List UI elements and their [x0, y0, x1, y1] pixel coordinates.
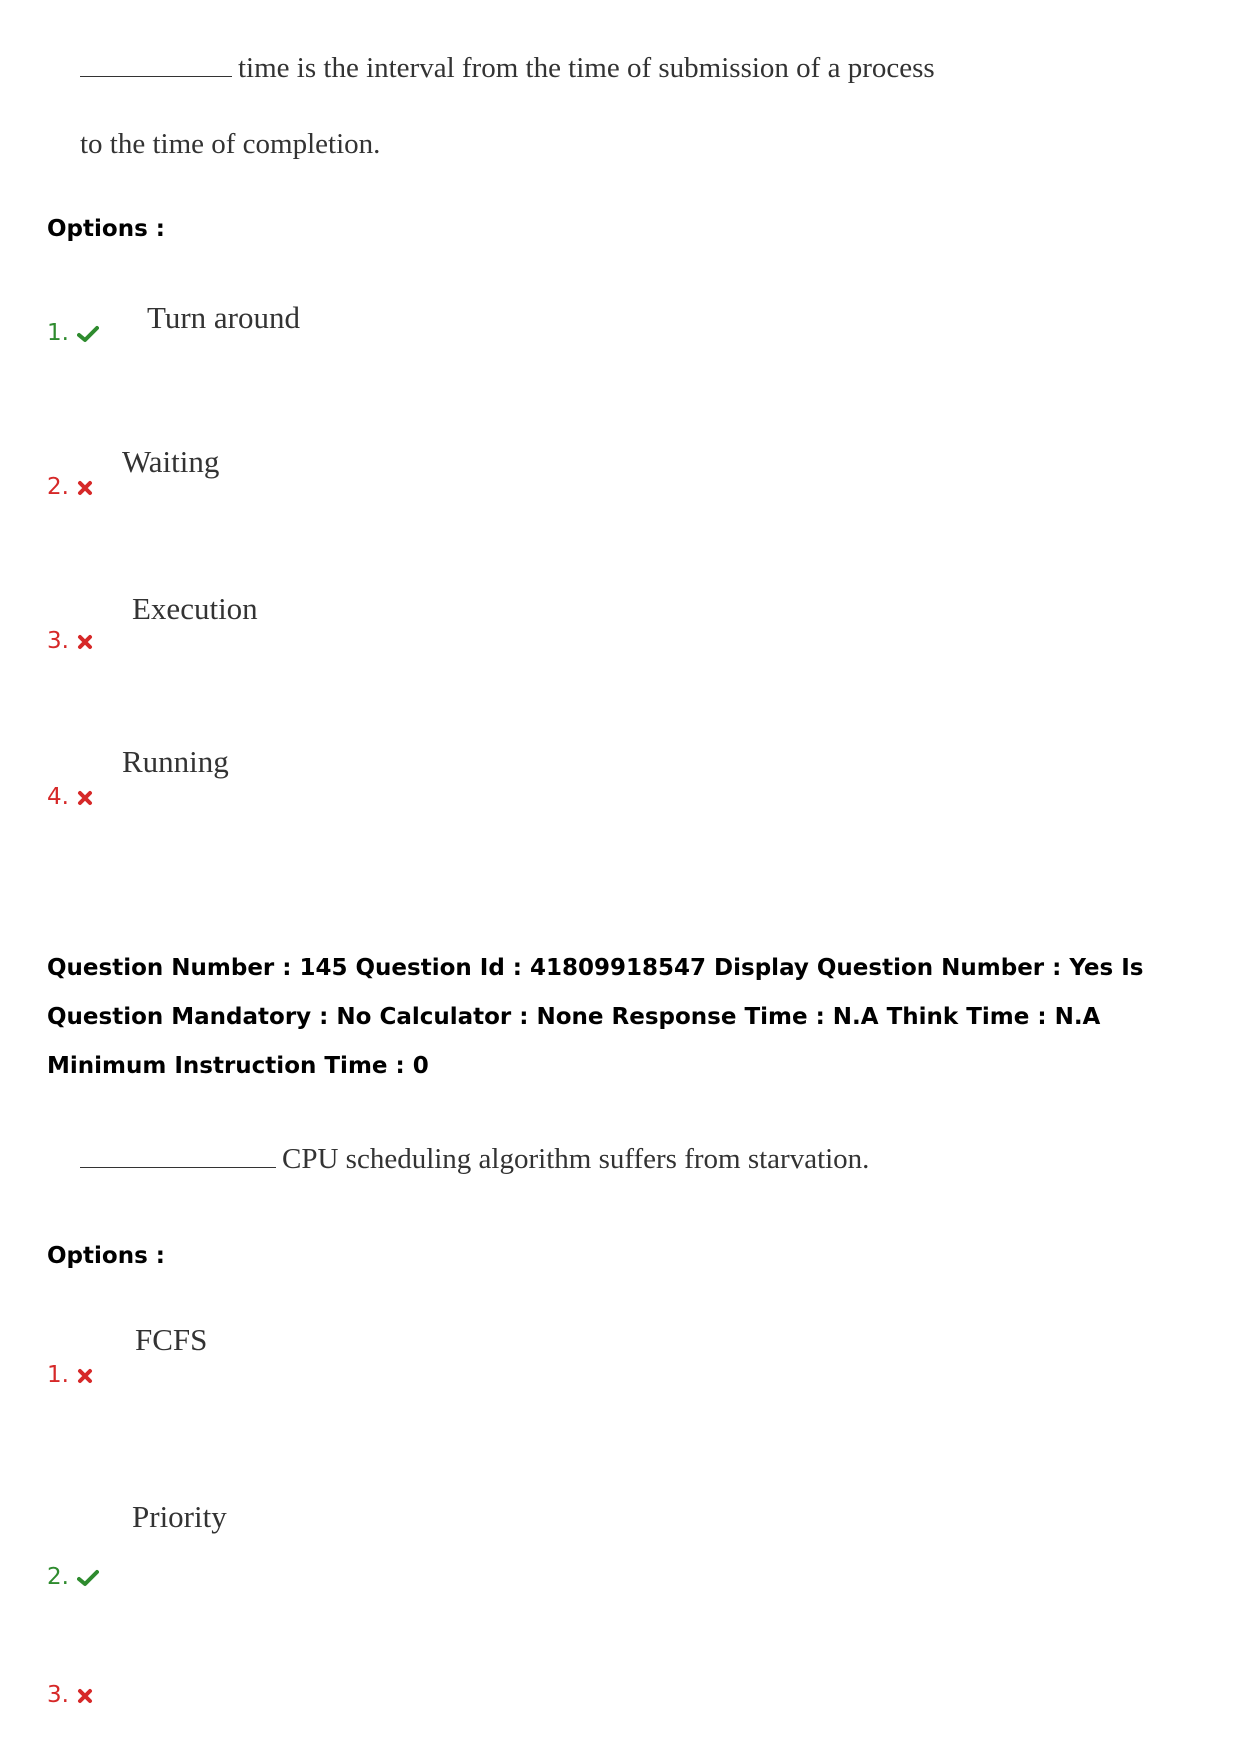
cross-icon	[77, 1368, 93, 1389]
answer-blank	[80, 1167, 276, 1168]
option-number: 2.	[47, 1564, 69, 1590]
option-text: Running	[122, 744, 229, 779]
option-number: 3.	[47, 1682, 69, 1708]
option-number-row	[47, 320, 99, 348]
option-text: Waiting	[122, 444, 220, 479]
option-number-row	[47, 1564, 99, 1592]
check-icon	[77, 1569, 99, 1592]
check-icon	[77, 325, 99, 348]
answer-blank	[80, 76, 232, 77]
option-number-row	[47, 1682, 93, 1709]
question-1-text: time is the interval from the time of submission of a process	[238, 52, 935, 84]
cross-icon	[77, 480, 93, 501]
question-meta: Question Number : 145 Question Id : 41809918547 Display Question Number : Yes Is Question Mandatory : No Calculator : None Response Time : N.A Think Time : N.A Minimum Instruction Time : 0	[47, 955, 1144, 1079]
question-1-line-1	[80, 52, 935, 85]
cross-icon	[77, 1688, 93, 1709]
option-text: Priority	[132, 1499, 227, 1534]
option-number-row	[47, 784, 93, 811]
options-label: Options :	[47, 1243, 165, 1269]
question-1-line-2: to the time of completion.	[80, 128, 381, 160]
option-number: 2.	[47, 474, 69, 500]
option-text: Execution	[132, 591, 258, 626]
option-number: 1.	[47, 320, 69, 346]
cross-icon	[77, 634, 93, 655]
cross-icon	[77, 790, 93, 811]
option-number: 4.	[47, 784, 69, 810]
option-number-row	[47, 1362, 93, 1389]
option-number: 3.	[47, 628, 69, 654]
options-label: Options :	[47, 216, 165, 242]
option-text: Turn around	[147, 300, 301, 335]
option-number: 1.	[47, 1362, 69, 1388]
option-number-row	[47, 474, 93, 501]
option-text: FCFS	[135, 1322, 208, 1357]
question-2-line-1	[80, 1143, 869, 1176]
option-number-row	[47, 628, 93, 655]
question-2-text: CPU scheduling algorithm suffers from starvation.	[282, 1143, 870, 1175]
